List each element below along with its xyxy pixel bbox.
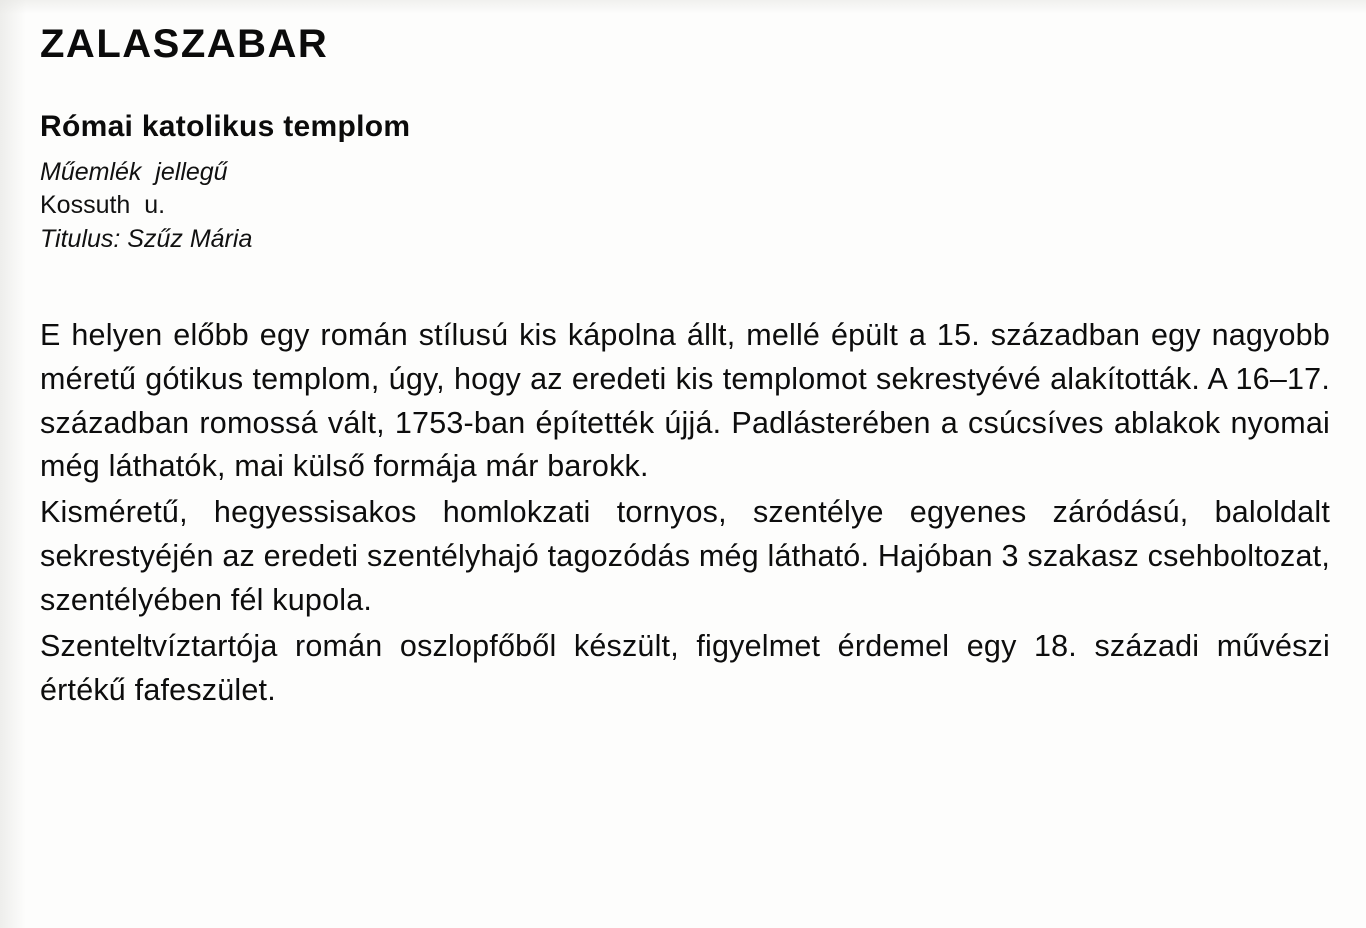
- scan-edge-shadow-left: [0, 0, 26, 928]
- page-title: ZALASZABAR: [40, 22, 329, 66]
- document-content: [40, 22, 1330, 713]
- body-text: [40, 314, 1330, 713]
- metadata-block: [40, 156, 1330, 256]
- metadata-protection-status: Műemlék jellegű: [40, 158, 228, 186]
- metadata-titulus: Titulus: Szűz Mária: [40, 224, 253, 253]
- paragraph-furnishings: Szenteltvíztartója román oszlopfőből készült, figyelmet érdemel egy 18. századi művészi értékű fafeszület.: [40, 629, 1330, 707]
- section-title: Római katolikus templom: [40, 110, 411, 143]
- metadata-address: Kossuth u.: [40, 191, 166, 220]
- paragraph-architecture: Kisméretű, hegyessisakos homlokzati tornyos, szentélye egyenes záródású, baloldalt sekrestyéjén az eredeti szentélyhajó tagozódás még látható. Hajóban 3 szakasz csehboltozat, szentélyében fél kupola.: [40, 495, 1330, 618]
- scan-edge-shadow-top: [0, 0, 1366, 14]
- paragraph-history: E helyen előbb egy román stílusú kis kápolna állt, mellé épült a 15. században egy nagyobb méretű gótikus templom, úgy, hogy az eredeti kis templomot sekrestyévé alakították. A 16–17. században romossá vált, 1753-ban építették újjá. Padlásterében a csúcsíves ablakok nyomai még láthatók, mai külső formája már barokk.: [40, 317, 1330, 484]
